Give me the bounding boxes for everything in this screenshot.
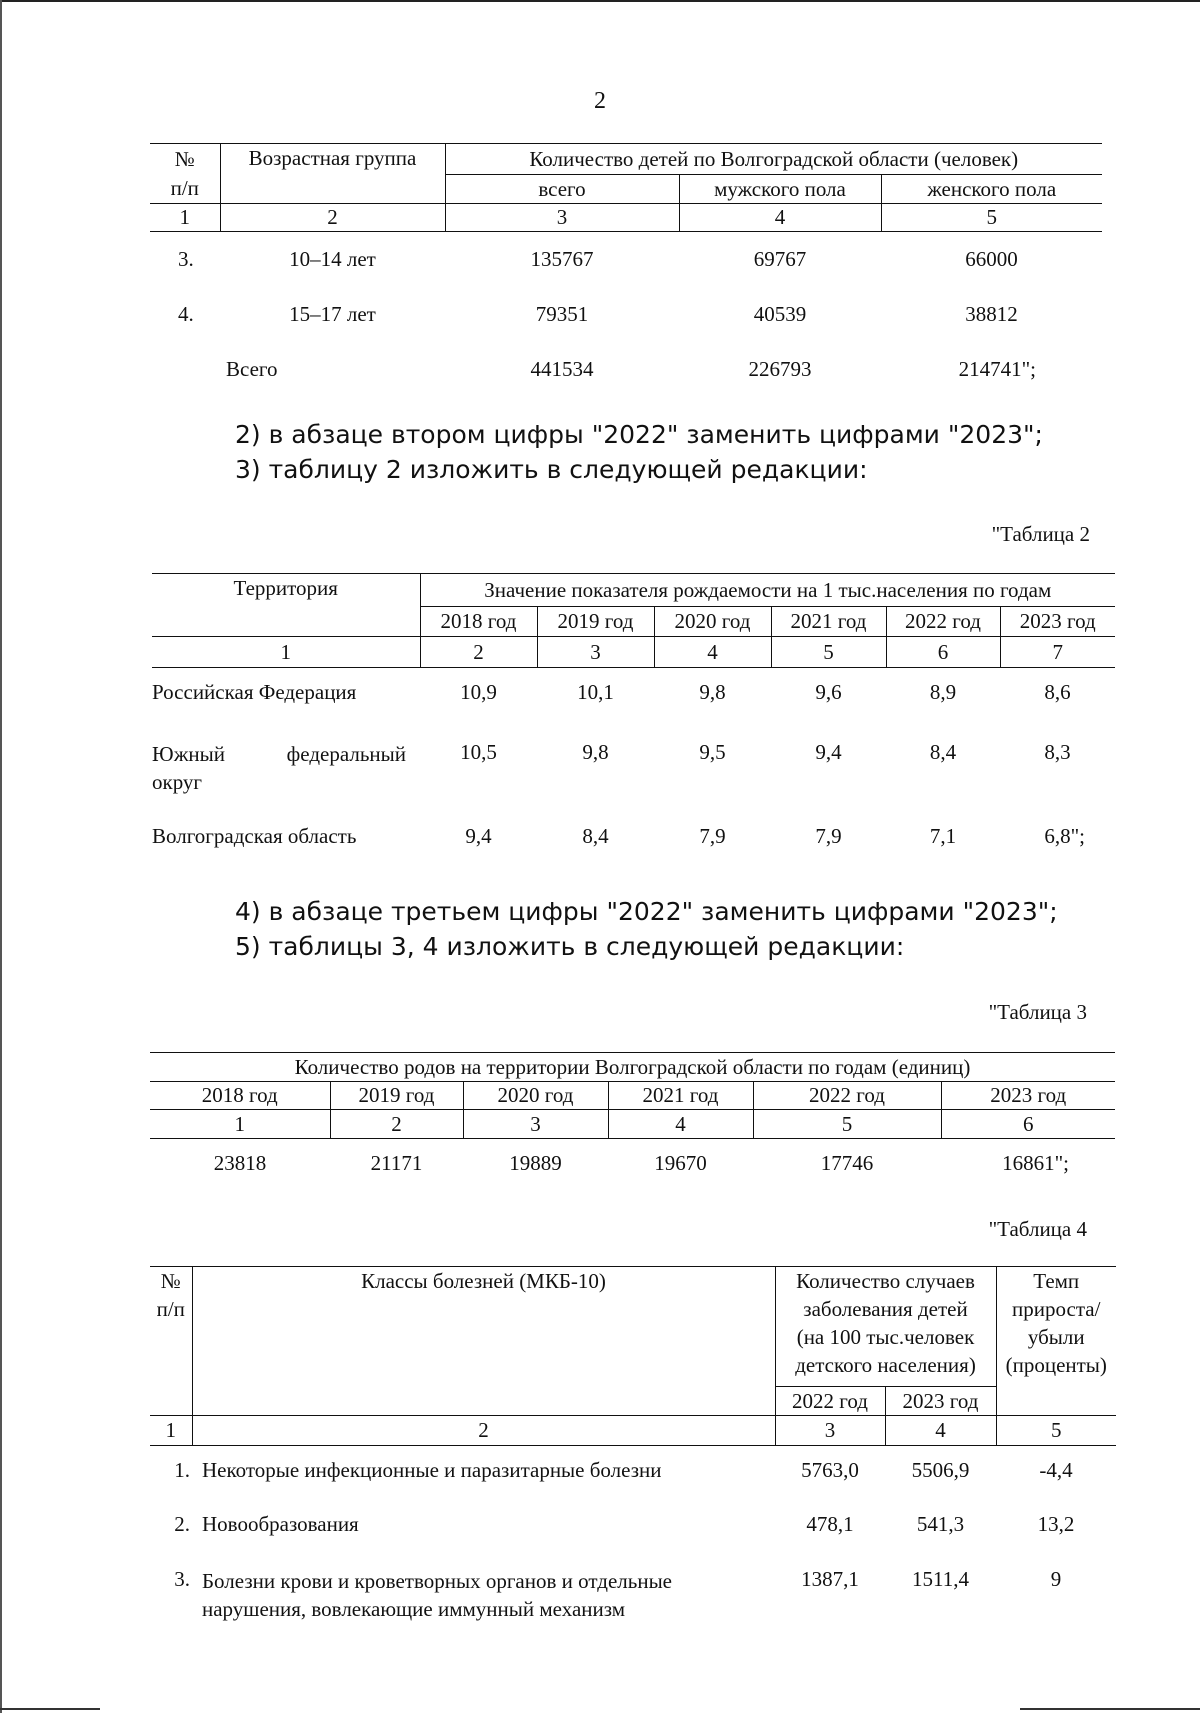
cases-value: 1511,4	[912, 1566, 969, 1591]
table-row	[150, 288, 1102, 342]
table-caption: "Таблица 2	[991, 522, 1090, 546]
rate-value: 10,5	[460, 739, 497, 764]
row-number: 2.	[174, 1511, 190, 1536]
year-header: 2019 год	[330, 1082, 463, 1110]
cases-value: 5763,0	[801, 1458, 859, 1482]
column-index: 3	[537, 637, 654, 668]
rate-value: 9	[1050, 1566, 1062, 1591]
column-index: 5	[753, 1110, 941, 1139]
rate-value: 8,4	[582, 823, 609, 848]
male-value: 69767	[753, 247, 807, 272]
births-value: 19889	[509, 1151, 562, 1175]
rate-value: 8,6	[1044, 680, 1071, 704]
total-value: 135767	[530, 247, 594, 272]
disease-class-name: Некоторые инфекционные и паразитарные болезни	[202, 1458, 662, 1482]
year-header: 2022 год	[775, 1387, 885, 1416]
cases-value: 541,3	[916, 1511, 965, 1536]
table-row	[150, 232, 1102, 288]
diseases-table	[150, 1266, 1116, 1627]
header-rate: Темп прироста/ убыли (проценты)	[996, 1267, 1116, 1416]
male-value: 40539	[753, 302, 807, 326]
column-index: 2	[192, 1416, 775, 1446]
births-value: 17746	[820, 1151, 874, 1175]
rate-value: 7,1	[929, 823, 957, 848]
births-table	[150, 1052, 1115, 1191]
rate-value: 9,5	[699, 739, 726, 764]
column-index: 5	[881, 204, 1102, 232]
column-index: 5	[771, 637, 886, 668]
column-index: 4	[679, 204, 881, 232]
column-index: 3	[445, 204, 679, 232]
births-value: 23818	[213, 1151, 267, 1175]
total-label: Всего	[226, 357, 278, 381]
column-index: 2	[220, 204, 445, 232]
scan-edge	[1020, 1708, 1200, 1710]
header-cases: Количество случаев заболевания детей (на 100 тыс.человек детского населения)	[775, 1267, 996, 1387]
children-count-table	[150, 143, 1102, 398]
column-index: 3	[775, 1416, 885, 1446]
year-header: 2023 год	[1000, 607, 1115, 637]
column-index: 6	[941, 1110, 1115, 1139]
cases-value: 1387,1	[801, 1566, 859, 1591]
year-header: 2021 год	[608, 1082, 753, 1110]
age-group: 10–14 лет	[289, 247, 376, 272]
header-female: женского пола	[927, 176, 1057, 201]
header-disease-class: Классы болезней (МКБ-10)	[192, 1267, 775, 1416]
scan-edge	[0, 1708, 100, 1710]
header-number: № п/п	[150, 1267, 192, 1416]
disease-class-name: Новообразования	[202, 1511, 359, 1536]
year-header: 2020 год	[654, 607, 771, 637]
paragraph: 4) в абзаце третьем цифры "2022" заменить цифрами "2023";	[235, 897, 1058, 926]
rate-value: 7,9	[815, 823, 842, 848]
year-header: 2020 год	[463, 1082, 608, 1110]
column-index: 5	[996, 1416, 1116, 1446]
rate-value: 9,8	[582, 739, 609, 764]
header-number: №	[150, 144, 220, 175]
birth-rate-table	[152, 573, 1115, 864]
scan-edge	[0, 0, 2, 1713]
table-row	[152, 668, 1115, 730]
column-index: 2	[330, 1110, 463, 1139]
scan-edge	[0, 0, 1200, 2]
territory-name: Российская Федерация	[152, 680, 357, 704]
rate-value: 8,9	[929, 680, 957, 704]
column-index: 4	[654, 637, 771, 668]
rate-value: 8,4	[929, 739, 957, 764]
cases-value: 478,1	[806, 1511, 854, 1536]
rate-value: 13,2	[1037, 1511, 1075, 1536]
column-index: 2	[420, 637, 537, 668]
year-header: 2018 год	[420, 607, 537, 637]
year-header: 2021 год	[771, 607, 886, 637]
table-row	[150, 1557, 1116, 1627]
territory-name: Волгоградская область	[152, 823, 357, 848]
column-index: 1	[152, 637, 420, 668]
age-group: 15–17 лет	[289, 302, 376, 326]
column-index: 1	[150, 1416, 192, 1446]
table-caption: "Таблица 4	[988, 1217, 1087, 1241]
column-index: 3	[463, 1110, 608, 1139]
rate-value: 9,4	[815, 739, 842, 764]
territory-name: Южный федеральный округ	[152, 741, 406, 794]
rate-value: 7,9	[699, 823, 726, 848]
year-header: 2019 год	[537, 607, 654, 637]
rate-value: 9,4	[465, 823, 492, 848]
rate-value: 9,6	[815, 680, 842, 704]
total-value: 79351	[535, 302, 589, 326]
rate-value: 8,3	[1044, 739, 1071, 764]
header-children-count: Количество детей по Волгоградской области (человек)	[445, 144, 1102, 175]
column-index: 1	[150, 1110, 330, 1139]
header-number-2: п/п	[150, 175, 220, 204]
year-header: 2023 год	[885, 1387, 996, 1416]
header-births: Количество родов на территории Волгоградской области по годам (единиц)	[150, 1053, 1115, 1082]
year-header: 2022 год	[753, 1082, 941, 1110]
row-number: 3.	[178, 247, 194, 272]
births-value: 21171	[370, 1151, 423, 1175]
rate-value: 9,8	[699, 680, 726, 704]
column-index: 4	[608, 1110, 753, 1139]
rate-value: 10,1	[577, 680, 614, 704]
year-header: 2023 год	[941, 1082, 1115, 1110]
year-header: 2022 год	[886, 607, 1000, 637]
cases-value: 5506,9	[911, 1458, 970, 1482]
table-row	[150, 1446, 1116, 1502]
header-male: мужского пола	[679, 175, 881, 204]
row-number: 1.	[174, 1458, 190, 1482]
column-index: 6	[886, 637, 1000, 668]
paragraph: 3) таблицу 2 изложить в следующей редакции:	[235, 455, 868, 484]
male-value: 226793	[748, 357, 812, 381]
header-birth-rate: Значение показателя рождаемости на 1 тыс.населения по годам	[420, 574, 1115, 607]
rate-value: 10,9	[460, 680, 497, 704]
column-index: 7	[1000, 637, 1115, 668]
female-value: 214741";	[958, 357, 1036, 381]
disease-class-name: Болезни крови и кроветворных органов и отдельные нарушения, вовлекающие иммунный механизм	[202, 1568, 672, 1621]
year-header: 2018 год	[150, 1082, 330, 1110]
column-index: 1	[150, 204, 220, 232]
rate-value: -4,4	[1039, 1458, 1073, 1482]
female-value: 66000	[965, 247, 1018, 272]
header-age-group: Возрастная группа	[220, 144, 445, 204]
female-value: 38812	[965, 302, 1018, 326]
total-value: 441534	[530, 357, 594, 381]
table-row	[150, 1139, 1115, 1191]
paragraph: 5) таблицы 3, 4 изложить в следующей редакции:	[235, 932, 905, 961]
header-territory: Территория	[152, 574, 420, 637]
table-row	[150, 1502, 1116, 1557]
header-total: всего	[445, 175, 679, 204]
births-value: 19670	[654, 1151, 707, 1175]
table-caption: "Таблица 3	[988, 1000, 1087, 1024]
table-row	[150, 342, 1102, 398]
rate-value: 6,8";	[1044, 823, 1085, 848]
births-value: 16861";	[1002, 1151, 1069, 1175]
row-number: 4.	[178, 302, 194, 326]
column-index: 4	[885, 1416, 996, 1446]
page-number: 2	[594, 88, 606, 114]
row-number: 3.	[174, 1566, 190, 1591]
paragraph: 2) в абзаце втором цифры "2022" заменить цифрами "2023";	[235, 420, 1043, 449]
table-row	[152, 730, 1115, 814]
table-row	[152, 814, 1115, 864]
